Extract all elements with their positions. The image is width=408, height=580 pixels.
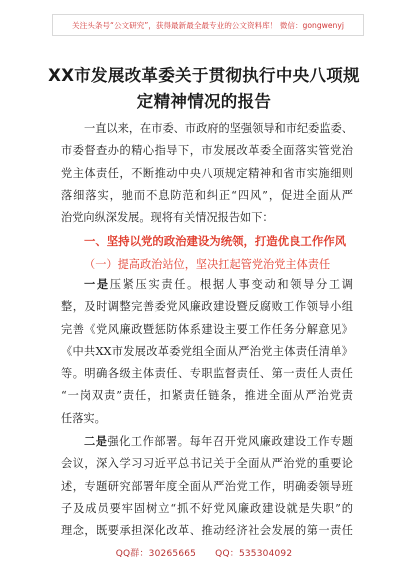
para1-line: 等。明确各级主体责任、专职监督责任、第一责任人责任 bbox=[61, 367, 353, 381]
document-title-line2: 定精神情况的报告 bbox=[136, 92, 272, 111]
para2-line: 述，专题研究部署年度全面从严治党工作，明确委领导班 bbox=[61, 479, 353, 493]
para2-lead: 二是 bbox=[84, 435, 108, 448]
paragraph-2 bbox=[61, 431, 353, 542]
para2-line-text: 强化工作部署。每年召开党风廉政建设工作专题 bbox=[107, 435, 353, 448]
para1-line: 《中共XX市发展改革委党组全面从严治党主体责任清单》 bbox=[61, 344, 353, 358]
para1-line: 完善《党风廉政暨惩防体系建设主要工作任务分解意见》 bbox=[61, 322, 353, 336]
para1-line bbox=[61, 274, 353, 296]
intro-line: 治党向纵深发展。现将有关情况报告如下： bbox=[61, 211, 274, 225]
para1-line: “一岗双责”责任，扣紧责任链条，推进全面从严治党责 bbox=[61, 389, 353, 403]
paragraph-1 bbox=[61, 274, 353, 430]
para1-line: 整，及时调整完善委党风廉政建设暨反腐败工作领导小组 bbox=[61, 300, 353, 314]
para1-line-text: 压紧压实责任。根据人事变动和领导分工调 bbox=[109, 278, 353, 291]
para1-lead: 一是 bbox=[84, 278, 110, 291]
intro-line: 党主体责任，不断推动中央八项规定精神和省市实施细则 bbox=[61, 166, 353, 180]
header-banner bbox=[52, 14, 364, 36]
footer-qq-group: QQ群：30265665 bbox=[115, 549, 197, 559]
para1-line: 任落实。 bbox=[61, 411, 106, 425]
document-title-line1: XX市发展改革委关于贯彻执行中央八项规 bbox=[48, 66, 360, 85]
intro-paragraph bbox=[61, 118, 353, 229]
intro-line: 一直以来，在市委、市政府的坚强领导和市纪委监委、 bbox=[84, 122, 353, 135]
section1-heading: 一、坚持以党的政治建设为统领，打造优良工作作风 bbox=[84, 234, 346, 248]
para2-line: 子及成员要牢固树立“抓不好党风廉政建设就是失职”的 bbox=[61, 501, 353, 515]
para2-line bbox=[61, 431, 353, 453]
section1-subheading: （一）提高政治站位，坚决扛起管党治党主体责任 bbox=[84, 258, 331, 271]
para2-line: 会议，深入学习习近平总书记关于全面从严治党的重要论 bbox=[61, 457, 353, 471]
para2-line: 理念，既要承担深化改革、推动经济社会发展的第一责任 bbox=[61, 524, 353, 538]
footer-qq: QQ：535304092 bbox=[215, 549, 293, 559]
intro-line: 落细落实，驰而不息防范和纠正“四风”，促进全面从严 bbox=[61, 188, 353, 202]
header-banner-text: 关注头条号“公文研究”，获得最新最全最专业的公文资料库！ 微信：gongwenyj bbox=[72, 20, 344, 30]
footer-contact bbox=[0, 546, 408, 559]
intro-line: 市委督查办的精心指导下，市发展改革委全面落实管党治 bbox=[61, 144, 353, 158]
